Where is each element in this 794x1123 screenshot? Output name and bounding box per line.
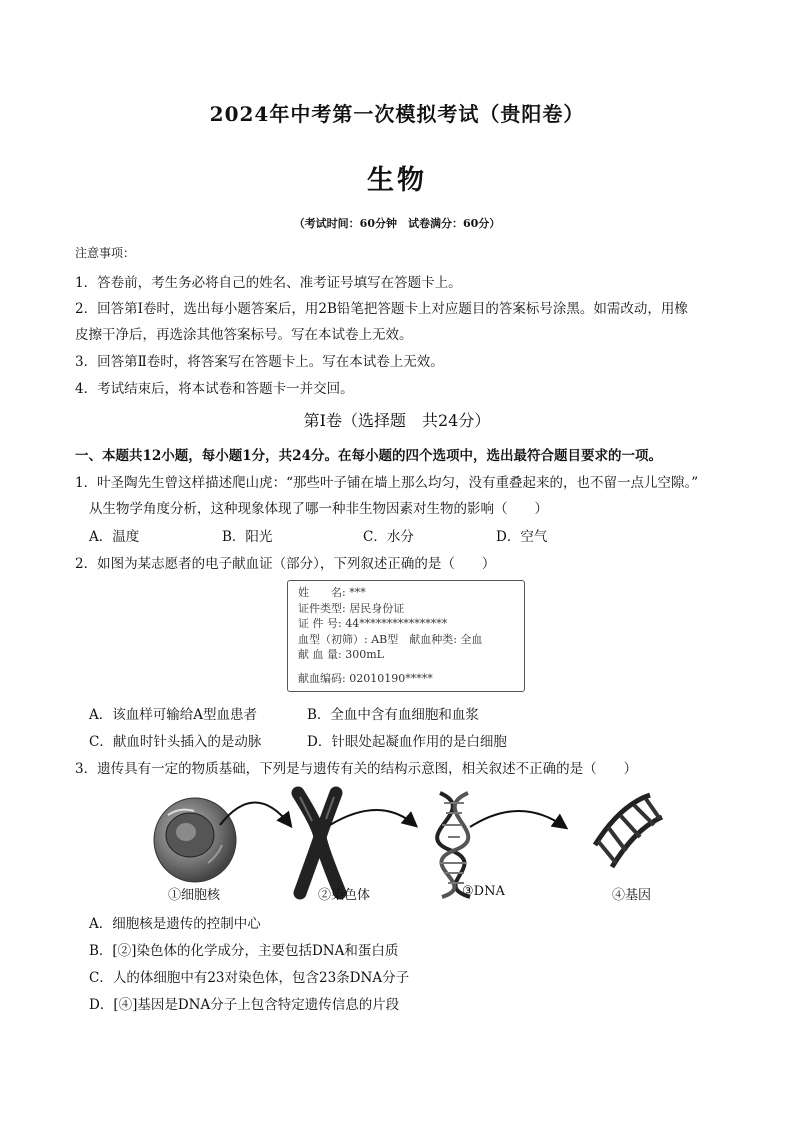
question-1-stem-cont: 从生物学角度分析，这种现象体现了哪一种非生物因素对生物的影响（ ） <box>89 501 548 517</box>
q1-option-d: D．空气 <box>496 529 548 545</box>
note-item: 3．回答第Ⅱ卷时，将答案写在答题卡上。写在本试卷上无效。 <box>75 354 444 370</box>
q3-option-c: C．人的体细胞中有23对染色体，包含23条DNA分子 <box>89 970 410 986</box>
arrow-3 <box>470 811 565 827</box>
subject-title: 生物 <box>367 165 427 196</box>
q2-option-a: A．该血样可输给A型血患者 <box>89 707 257 723</box>
figure-label-nucleus: ①细胞核 <box>168 888 221 903</box>
arrow-2 <box>330 810 415 825</box>
figure-label-gene: ④基因 <box>612 888 652 903</box>
card-blood-type: 血型（初筛）: AB型 献血种类: 全血 <box>298 632 483 646</box>
section-title: 第Ⅰ卷（选择题 共24分） <box>303 411 491 430</box>
card-spacer <box>298 663 524 671</box>
card-id-type: 证件类型: 居民身份证 <box>298 601 405 615</box>
cell-nucleus-image <box>154 798 236 882</box>
card-name: 姓 名: *** <box>298 586 366 599</box>
q1-option-c: C．水分 <box>363 529 414 545</box>
q1-option-a: A．温度 <box>89 529 140 545</box>
chromosome-image <box>298 793 340 893</box>
question-3-stem: 3．遗传具有一定的物质基础，下列是与遗传有关的结构示意图，相关叙述不正确的是（ ） <box>75 761 638 777</box>
question-1-stem: 1．叶圣陶先生曾这样描述爬山虎：“那些叶子铺在墙上那么均匀，没有重叠起来的，也不留一点儿空隙。” <box>75 475 699 491</box>
note-item: 2．回答第Ⅰ卷时，选出每小题答案后，用2B铅笔把答题卡上对应题目的答案标号涂黑。如需改动，用橡 <box>75 301 688 317</box>
dna-helix-image <box>437 793 470 897</box>
q1-option-b: B．阳光 <box>222 529 273 545</box>
exam-title: 2024年中考第一次模拟考试（贵阳卷） <box>209 102 585 126</box>
question-2-stem: 2．如图为某志愿者的电子献血证（部分），下列叙述正确的是（ ） <box>75 556 496 572</box>
q2-option-c: C．献血时针头插入的是动脉 <box>89 734 262 750</box>
section-intro: 一、本题共12小题，每小题1分，共24分。在每小题的四个选项中，选出最符合题目要求的一项。 <box>75 448 662 464</box>
card-volume: 献 血 量: 300mL <box>298 648 384 661</box>
note-item: 4．考试结束后，将本试卷和答题卡一并交回。 <box>75 381 354 397</box>
figure-label-dna: ③DNA <box>462 884 505 899</box>
q3-option-d: D．[④]基因是DNA分子上包含特定遗传信息的片段 <box>89 997 400 1013</box>
blood-donation-card <box>287 580 525 692</box>
q2-option-b: B．全血中含有血细胞和血浆 <box>307 707 479 723</box>
figure-label-chromosome: ②染色体 <box>318 888 371 903</box>
notes-heading: 注意事项： <box>75 246 136 260</box>
card-code: 献血编码: 02010190***** <box>298 671 433 685</box>
q3-option-a: A．细胞核是遗传的控制中心 <box>89 916 261 932</box>
card-id-number: 证 件 号: 44**************** <box>298 617 448 630</box>
note-item: 1．答卷前，考生务必将自己的姓名、准考证号填写在答题卡上。 <box>75 275 462 291</box>
q3-option-b: B．[②]染色体的化学成分，主要包括DNA和蛋白质 <box>89 943 399 959</box>
gene-segment-image <box>595 795 662 867</box>
exam-info: （考试时间：60分钟 试卷满分：60分） <box>293 217 501 230</box>
genetics-structure-figure <box>150 785 670 905</box>
note-item: 皮擦干净后，再选涂其他答案标号。写在本试卷上无效。 <box>75 327 413 343</box>
q2-option-d: D．针眼处起凝血作用的是白细胞 <box>307 734 507 750</box>
